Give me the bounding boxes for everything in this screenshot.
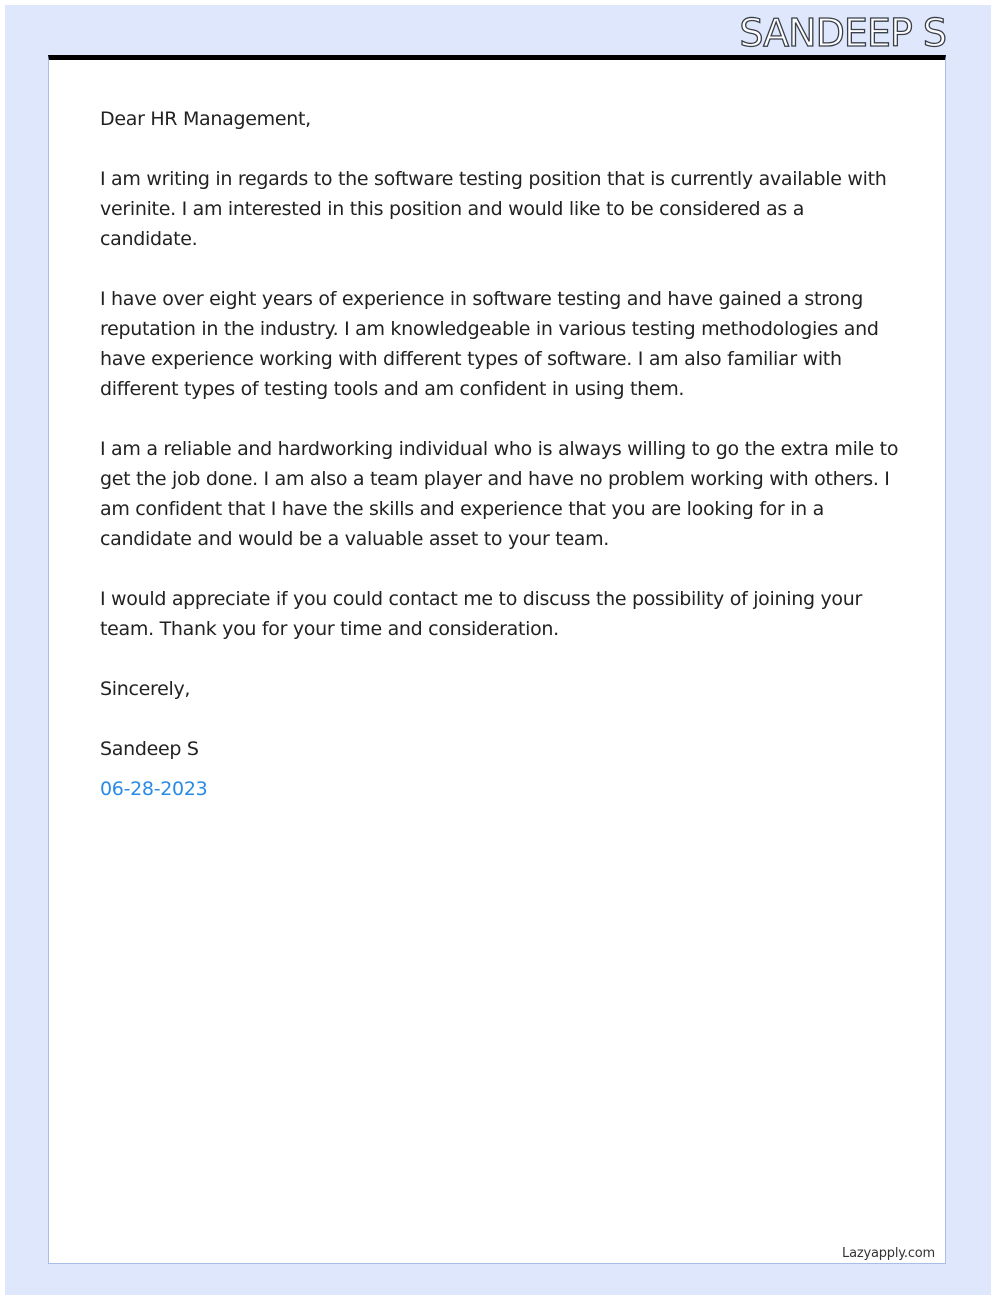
letter-paper [48, 55, 946, 1264]
cover-letter-body [100, 104, 900, 804]
paragraph-intro: I am writing in regards to the software testing position that is currently available with verinite. I am interested in this position and would like to be considered as a candidate. [100, 168, 887, 250]
applicant-name-header: SANDEEP S [739, 11, 946, 55]
watermark-text: Lazyapply.com [842, 1246, 935, 1261]
signer-name: Sandeep S [100, 738, 199, 760]
salutation: Dear HR Management, [100, 108, 311, 130]
paragraph-qualities: I am a reliable and hardworking individual who is always willing to go the extra mile to get the job done. I am also a team player and have no problem working with others. I am confident that I have the skills and experience that you are looking for in a candidate and would be a valuable asset to your team. [100, 438, 899, 550]
paragraph-closing-request: I would appreciate if you could contact me to discuss the possibility of joining your team. Thank you for your time and consideration. [100, 588, 862, 640]
closing-line: Sincerely, [100, 678, 191, 700]
paragraph-experience: I have over eight years of experience in software testing and have gained a strong reputation in the industry. I am knowledgeable in various testing methodologies and have experience working with different types of software. I am also familiar with different types of testing tools and am confident in using them. [100, 288, 879, 400]
letter-date: 06-28-2023 [100, 778, 208, 800]
